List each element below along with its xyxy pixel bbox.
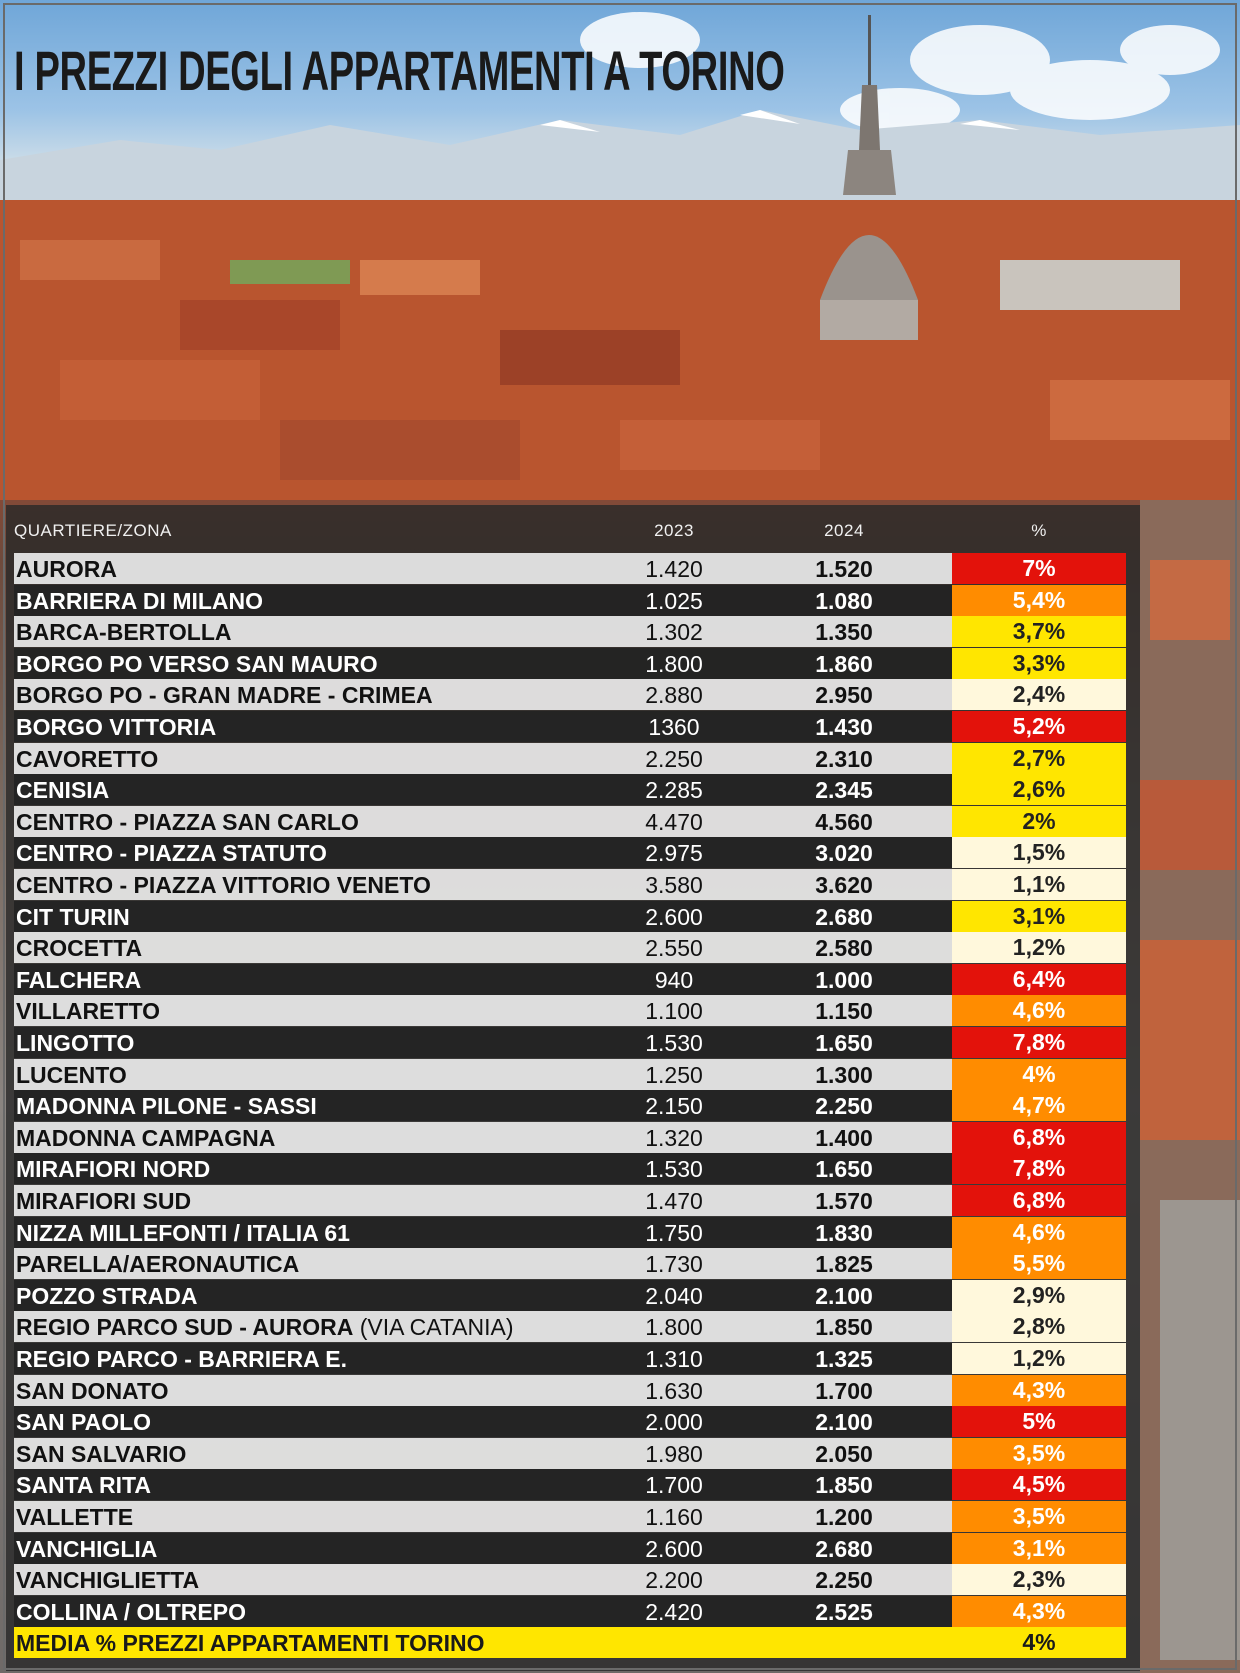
cell-zona [16, 1030, 134, 1057]
table-row [14, 1059, 1126, 1090]
table-row [14, 1438, 1126, 1469]
cell-2024: 4.560 [815, 808, 873, 835]
cell-2024: 1.860 [815, 650, 873, 677]
zona-name: REGIO PARCO - BARRIERA E. [16, 1346, 347, 1372]
cell-2024: 1.430 [815, 714, 873, 740]
cell-zona [16, 619, 232, 646]
zona-name: CAVORETTO [16, 745, 159, 772]
zona-name: LUCENTO [16, 1061, 127, 1088]
cell-2023: 2.600 [645, 903, 703, 930]
cell-2024: 1.570 [815, 1188, 873, 1214]
zona-name: PARELLA/AERONAUTICA [16, 1251, 300, 1278]
zona-subtitle: (VIA CATANIA) [353, 1314, 514, 1341]
cell-2023: 1.320 [645, 1124, 703, 1151]
cell-zona [16, 872, 431, 899]
cell-percent: 2,8% [952, 1311, 1126, 1342]
zona-name: MIRAFIORI SUD [16, 1188, 192, 1214]
cell-percent: 6,4% [952, 964, 1126, 995]
cell-percent: 2,4% [952, 679, 1126, 710]
zona-name: LINGOTTO [16, 1030, 135, 1056]
zona-name: VILLARETTO [16, 998, 160, 1025]
table-row [14, 995, 1126, 1026]
average-value: 4% [1022, 1629, 1056, 1656]
table-row [14, 616, 1126, 647]
cell-percent: 4,6% [952, 995, 1126, 1026]
cell-2024: 3.620 [815, 872, 873, 898]
cell-2023: 2.250 [645, 745, 703, 772]
cell-percent: 6,8% [952, 1185, 1126, 1216]
cell-2024: 1.150 [815, 998, 873, 1025]
cell-2023: 3.580 [645, 872, 703, 898]
cell-zona [16, 746, 158, 773]
cell-percent: 6,8% [952, 1122, 1126, 1153]
table-row [14, 837, 1126, 868]
cell-2024: 1.850 [815, 1472, 873, 1499]
cell-percent: 4,5% [952, 1469, 1126, 1500]
table-row [14, 711, 1126, 742]
cell-2023: 2.550 [645, 935, 703, 962]
cell-zona [16, 588, 263, 615]
cell-percent: 2,9% [952, 1280, 1126, 1311]
cell-2024: 2.345 [815, 777, 873, 804]
cell-zona [16, 1409, 151, 1436]
page-title: I PREZZI DEGLI APPARTAMENTI A TORINO [14, 39, 785, 102]
cell-2023: 1.302 [645, 619, 703, 646]
table-row [14, 1406, 1126, 1437]
table-row [14, 1469, 1126, 1500]
table-row [14, 869, 1126, 900]
cell-2023: 1.420 [645, 556, 703, 582]
cell-zona [16, 904, 130, 931]
cell-percent: 1,2% [952, 932, 1126, 963]
cell-2023: 2.200 [645, 1567, 703, 1594]
table-row [14, 679, 1126, 710]
table-row [14, 743, 1126, 774]
cell-2024: 1.080 [815, 587, 873, 614]
cell-2024: 2.680 [815, 903, 873, 930]
cell-2023: 1.700 [645, 1472, 703, 1499]
zona-name: CIT TURIN [16, 903, 130, 930]
cell-2023: 2.000 [645, 1409, 703, 1436]
cell-zona [16, 1125, 275, 1152]
cell-2024: 1.850 [815, 1314, 873, 1341]
cell-zona [16, 1567, 199, 1594]
zona-name: MIRAFIORI NORD [16, 1156, 211, 1183]
zona-name: BARCA-BERTOLLA [16, 619, 232, 646]
table-row [14, 1533, 1126, 1564]
cell-percent: 4,3% [952, 1596, 1126, 1627]
cell-2023: 1.025 [645, 587, 703, 614]
average-row [14, 1627, 1126, 1658]
zona-name: BORGO PO - GRAN MADRE - CRIMEA [16, 682, 433, 709]
cell-percent: 1,5% [952, 837, 1126, 868]
zona-name: REGIO PARCO SUD - AURORA [16, 1314, 354, 1341]
zona-name: NIZZA MILLEFONTI / ITALIA 61 [16, 1219, 350, 1246]
cell-2023: 2.975 [645, 840, 703, 867]
cell-2023: 1.800 [645, 650, 703, 677]
cell-zona [16, 651, 378, 678]
cell-zona [16, 777, 109, 804]
cell-percent: 4,7% [952, 1090, 1126, 1121]
table-row [14, 901, 1126, 932]
table-row [14, 553, 1126, 584]
cell-zona [16, 556, 117, 583]
cell-2024: 2.250 [815, 1567, 873, 1594]
cell-zona [16, 1283, 197, 1310]
cell-2024: 1.830 [815, 1219, 873, 1246]
cell-percent: 4,6% [952, 1217, 1126, 1248]
cell-zona [16, 682, 433, 709]
table-row [14, 1564, 1126, 1595]
cell-2024: 1.000 [815, 966, 873, 993]
cell-2023: 1.630 [645, 1377, 703, 1404]
zona-name: VANCHIGLIA [16, 1535, 158, 1562]
cell-zona [16, 1156, 210, 1183]
zona-name: SAN DONATO [16, 1377, 169, 1404]
cell-percent: 3,5% [952, 1438, 1126, 1469]
zona-name: SAN PAOLO [16, 1409, 152, 1436]
cell-2023: 2.040 [645, 1282, 703, 1309]
zona-name: FALCHERA [16, 966, 142, 993]
table-row [14, 1185, 1126, 1216]
zona-name: BORGO VITTORIA [16, 714, 217, 740]
cell-zona [16, 998, 160, 1025]
table-row [14, 1280, 1126, 1311]
cell-2024: 2.100 [815, 1409, 873, 1436]
zona-name: SAN SALVARIO [16, 1440, 187, 1467]
header-2023: 2023 [654, 521, 694, 540]
cell-2024: 1.350 [815, 619, 873, 646]
cell-zona [16, 1346, 347, 1373]
table-row [14, 1027, 1126, 1058]
cell-zona [16, 1093, 317, 1120]
cell-2024: 2.310 [815, 745, 873, 772]
zona-name: MADONNA PILONE - SASSI [16, 1093, 317, 1120]
table-row [14, 585, 1126, 616]
cell-percent: 3,7% [952, 616, 1126, 647]
alps-mountains [0, 110, 1240, 205]
cell-percent: 3,5% [952, 1501, 1126, 1532]
cell-2023: 1.750 [645, 1219, 703, 1246]
table-row [14, 648, 1126, 679]
cell-percent: 3,3% [952, 648, 1126, 679]
cell-percent: 7,8% [952, 1153, 1126, 1184]
cell-percent: 7,8% [952, 1027, 1126, 1058]
cell-percent: 5,5% [952, 1248, 1126, 1279]
cell-zona [16, 1599, 246, 1626]
cell-2024: 1.520 [815, 556, 873, 582]
cell-2024: 1.325 [815, 1346, 873, 1372]
cell-zona [16, 967, 141, 994]
zona-name: CENTRO - PIAZZA SAN CARLO [16, 808, 359, 835]
cell-2024: 1.650 [815, 1030, 873, 1056]
cell-2023: 2.880 [645, 682, 703, 709]
cell-2023: 2.420 [645, 1598, 703, 1625]
table-row [14, 1501, 1126, 1532]
table-row [14, 1122, 1126, 1153]
cell-zona [16, 714, 216, 741]
cell-zona [16, 1536, 157, 1563]
cell-2023: 1.530 [645, 1030, 703, 1056]
cell-percent: 7% [952, 553, 1126, 584]
cell-2023: 940 [654, 966, 694, 993]
zona-name: VANCHIGLIETTA [16, 1567, 200, 1594]
cell-percent: 5,2% [952, 711, 1126, 742]
cell-percent: 2,7% [952, 743, 1126, 774]
cell-2023: 1.730 [645, 1251, 703, 1278]
cell-2023: 2.150 [645, 1093, 703, 1120]
cell-zona [16, 1504, 133, 1531]
cell-2023: 2.285 [645, 777, 703, 804]
zona-name: BARRIERA DI MILANO [16, 587, 264, 614]
table-row [14, 1090, 1126, 1121]
zona-name: CENTRO - PIAZZA VITTORIO VENETO [16, 872, 431, 898]
cell-2024: 2.050 [815, 1440, 873, 1467]
cell-zona [16, 1472, 151, 1499]
zona-name: BORGO PO VERSO SAN MAURO [16, 650, 378, 677]
cell-percent: 3,1% [952, 901, 1126, 932]
table-row [14, 1596, 1126, 1627]
cell-2023: 4.470 [645, 808, 703, 835]
cell-percent: 2,6% [952, 774, 1126, 805]
cell-percent: 1,2% [952, 1343, 1126, 1374]
table-row [14, 1217, 1126, 1248]
zona-name: POZZO STRADA [16, 1282, 198, 1309]
cell-zona [16, 935, 142, 962]
cell-2024: 2.680 [815, 1535, 873, 1562]
zona-name: COLLINA / OLTREPO [16, 1598, 246, 1625]
cell-2024: 1.400 [815, 1124, 873, 1151]
cell-percent: 1,1% [952, 869, 1126, 900]
header-zona: QUARTIERE/ZONA [14, 521, 172, 540]
cell-zona [16, 1220, 350, 1247]
zona-name: SANTA RITA [16, 1472, 152, 1499]
cell-percent: 5% [952, 1406, 1126, 1437]
cell-2024: 1.200 [815, 1504, 873, 1530]
cell-2024: 2.525 [815, 1598, 873, 1625]
cell-2024: 2.950 [815, 682, 873, 709]
table-row [14, 774, 1126, 805]
cell-percent: 3,1% [952, 1533, 1126, 1564]
zona-name: CROCETTA [16, 935, 143, 962]
cell-2023: 1.250 [645, 1061, 703, 1088]
cell-2023: 1.100 [645, 998, 703, 1025]
cell-2023: 1.980 [645, 1440, 703, 1467]
cell-2024: 1.300 [815, 1061, 873, 1088]
cell-percent: 4,3% [952, 1375, 1126, 1406]
cell-percent: 2% [952, 806, 1126, 837]
table-row [14, 1248, 1126, 1279]
cell-zona [16, 1251, 299, 1278]
zona-name: AURORA [16, 556, 117, 582]
table-row [14, 1375, 1126, 1406]
cell-zona [16, 1441, 186, 1468]
table-row [14, 932, 1126, 963]
cell-2023: 1.310 [645, 1346, 703, 1372]
zona-name: MADONNA CAMPAGNA [16, 1124, 276, 1151]
header-2024: 2024 [824, 521, 864, 540]
table-row [14, 1153, 1126, 1184]
cell-zona [16, 809, 359, 836]
cell-2024: 1.650 [815, 1156, 873, 1183]
cell-2024: 2.250 [815, 1093, 873, 1120]
table-row [14, 964, 1126, 995]
table-row [14, 806, 1126, 837]
cell-percent: 5,4% [952, 585, 1126, 616]
cell-zona [16, 840, 327, 867]
cell-2024: 2.100 [815, 1282, 873, 1309]
cell-2024: 3.020 [815, 840, 873, 867]
zona-name: VALLETTE [16, 1504, 134, 1530]
zona-name: CENTRO - PIAZZA STATUTO [16, 840, 327, 867]
table-row [14, 1343, 1126, 1374]
average-label: MEDIA % PREZZI APPARTAMENTI TORINO [16, 1630, 485, 1657]
cell-zona [16, 1378, 169, 1405]
cell-2023: 1.470 [645, 1188, 703, 1214]
header-percent: % [1031, 521, 1047, 540]
cell-2024: 1.825 [815, 1251, 873, 1278]
cell-2023: 2.600 [645, 1535, 703, 1562]
cell-zona [16, 1188, 191, 1215]
cell-2023: 1.160 [645, 1504, 703, 1530]
cell-percent: 2,3% [952, 1564, 1126, 1595]
cell-2024: 1.700 [815, 1377, 873, 1404]
cell-2023: 1.800 [645, 1314, 703, 1341]
zona-name: CENISIA [16, 777, 110, 804]
table-row [14, 1311, 1126, 1342]
cell-2024: 2.580 [815, 935, 873, 962]
cell-percent: 4% [952, 1059, 1126, 1090]
cell-zona [16, 1062, 127, 1089]
cell-2023: 1360 [648, 714, 700, 740]
cell-zona [16, 1314, 514, 1341]
cell-2023: 1.530 [645, 1156, 703, 1183]
